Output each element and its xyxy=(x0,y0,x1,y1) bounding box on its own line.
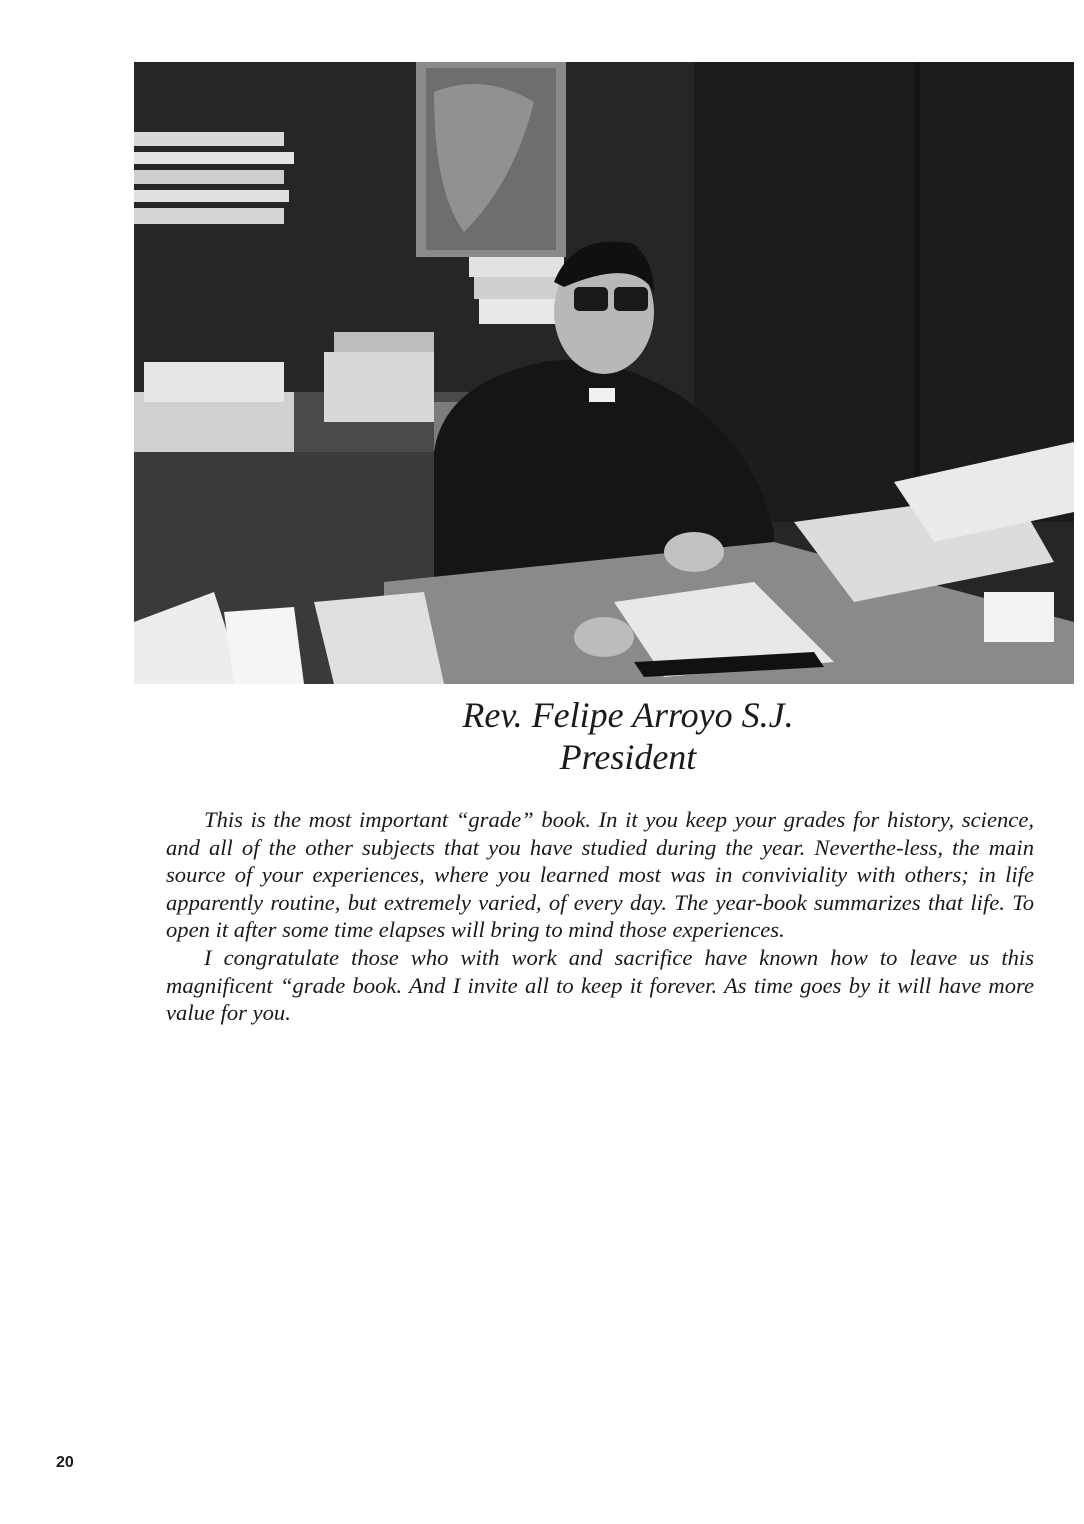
president-message xyxy=(166,806,1034,1027)
photo-caption xyxy=(134,694,1074,778)
caption-name: Rev. Felipe Arroyo S.J. xyxy=(462,695,794,735)
message-paragraph: This is the most important “grade” book. In it you keep your grades for history, science, and all of the other subjects that you have studied during the year. Neverthe-less, the main source of your experiences, where you learned most was in conviviality with others; in life apparently routine, but extremely varied, of every day. The year-book summarizes that life. To open it after some time elapses will bring to mind those experiences. xyxy=(166,807,1034,943)
portrait-photo xyxy=(134,62,1074,684)
caption-title: President xyxy=(559,737,697,777)
page-number: 20 xyxy=(56,1454,74,1471)
message-paragraph: I congratulate those who with work and sacrifice have known how to leave us this magnificent “grade book. And I invite all to keep it forever. As time goes by it will have more value for you. xyxy=(166,944,1034,1026)
